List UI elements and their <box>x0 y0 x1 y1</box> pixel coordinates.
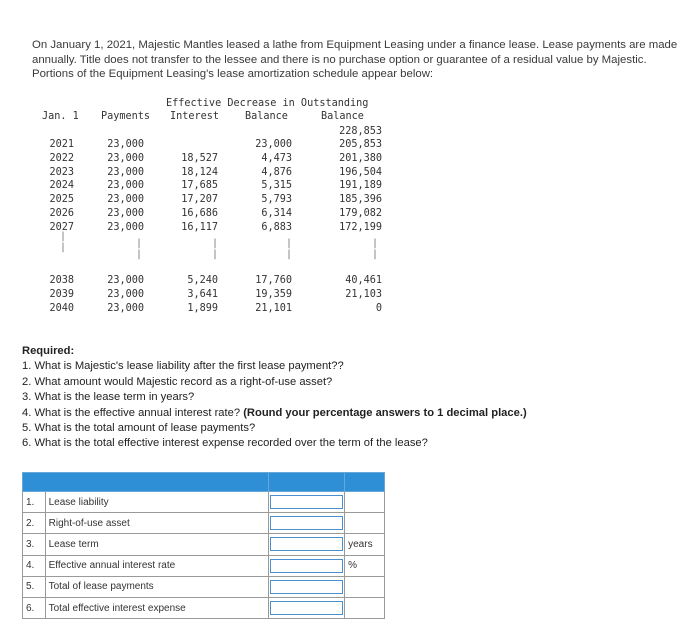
lease-term-input[interactable] <box>270 537 343 551</box>
question-3: 3. What is the lease term in years? <box>22 391 195 404</box>
answer-row: 5. Total of lease payments <box>23 576 385 597</box>
unit-percent: % <box>345 555 385 576</box>
ellipsis-mark: | | <box>372 238 379 260</box>
total-lease-payments-input[interactable] <box>270 580 343 594</box>
answer-label: Lease term <box>45 534 268 555</box>
header-top: Effective Decrease in Outstanding <box>166 98 369 109</box>
answer-label: Total effective interest expense <box>45 597 268 618</box>
answer-label: Total of lease payments <box>45 576 268 597</box>
answer-row: 2. Right-of-use asset <box>23 513 385 534</box>
ellipsis-mark: | | <box>136 238 143 260</box>
required-section <box>22 344 682 452</box>
question-5: 5. What is the total amount of lease payments? <box>22 422 256 435</box>
header-decrease-balance: Balance <box>245 111 288 122</box>
right-of-use-asset-input[interactable] <box>270 516 343 530</box>
problem-intro: On January 1, 2021, Majestic Mantles leased a lathe from Equipment Leasing under a finance lease. Lease payments are made annually. Title does not transfer to the lessee and there is no purchase option or guarantee of a residual value by Majestic. Portions of the Equipment Leasing's lease amortization schedule appear below: <box>32 39 678 80</box>
question-4: 4. What is the effective annual interest rate? (Round your percentage answers to 1 decimal place.) <box>22 406 527 419</box>
answer-table <box>22 472 385 619</box>
header-outstanding-balance: Balance <box>321 111 364 122</box>
decrease-col-late: 17,760 19,359 21,101 <box>255 275 292 314</box>
question-6: 6. What is the total effective interest expense recorded over the term of the lease? <box>22 437 428 450</box>
unit-years: years <box>345 534 385 555</box>
header-interest: Interest <box>170 111 220 122</box>
lease-liability-input[interactable] <box>270 495 343 509</box>
required-title: Required: <box>22 345 75 357</box>
answer-row: 6. Total effective interest expense <box>23 597 385 618</box>
question-4-instruction: (Round your percentage answers to 1 decimal place.) <box>243 406 527 419</box>
header-jan1: Jan. 1 <box>42 111 79 122</box>
interest-col: 18,527 18,124 17,685 17,207 16,686 16,117 <box>181 152 218 233</box>
interest-col-late: 5,240 3,641 1,899 <box>187 275 218 314</box>
initial-balance: 228,853 <box>339 126 382 137</box>
header-payments: Payments <box>101 111 151 122</box>
answer-table-header <box>23 473 385 492</box>
balance-col-late: 40,461 21,103 0 <box>345 275 382 314</box>
payments-col: 23,000 23,000 23,000 23,000 23,000 23,000 23,000 <box>107 139 144 233</box>
answer-label: Lease liability <box>45 492 268 513</box>
years-col: 2021 2022 2023 2024 2025 2026 2027 <box>49 139 74 233</box>
amortization-schedule <box>38 98 388 318</box>
answer-row: 1. Lease liability <box>23 492 385 513</box>
answer-label: Right-of-use asset <box>45 513 268 534</box>
ellipsis-mark: | | <box>60 231 67 253</box>
answer-row: 3. Lease term years <box>23 534 385 555</box>
total-interest-expense-input[interactable] <box>270 601 343 615</box>
question-2: 2. What amount would Majestic record as a right-of-use asset? <box>22 375 333 388</box>
ellipsis-mark: | | <box>212 238 219 260</box>
payments-col-late: 23,000 23,000 23,000 <box>107 275 144 314</box>
years-col-late: 2038 2039 2040 <box>49 275 74 314</box>
answer-row: 4. Effective annual interest rate % <box>23 555 385 576</box>
balance-col: 205,853 201,380 196,504 191,189 185,396 179,082 172,199 <box>339 139 382 233</box>
answer-label: Effective annual interest rate <box>45 555 268 576</box>
decrease-col: 23,000 4,473 4,876 5,315 5,793 6,314 6,883 <box>255 139 292 233</box>
ellipsis-mark: | | <box>286 238 293 260</box>
question-1: 1. What is Majestic's lease liability after the first lease payment?? <box>22 360 344 373</box>
interest-rate-input[interactable] <box>270 559 343 573</box>
